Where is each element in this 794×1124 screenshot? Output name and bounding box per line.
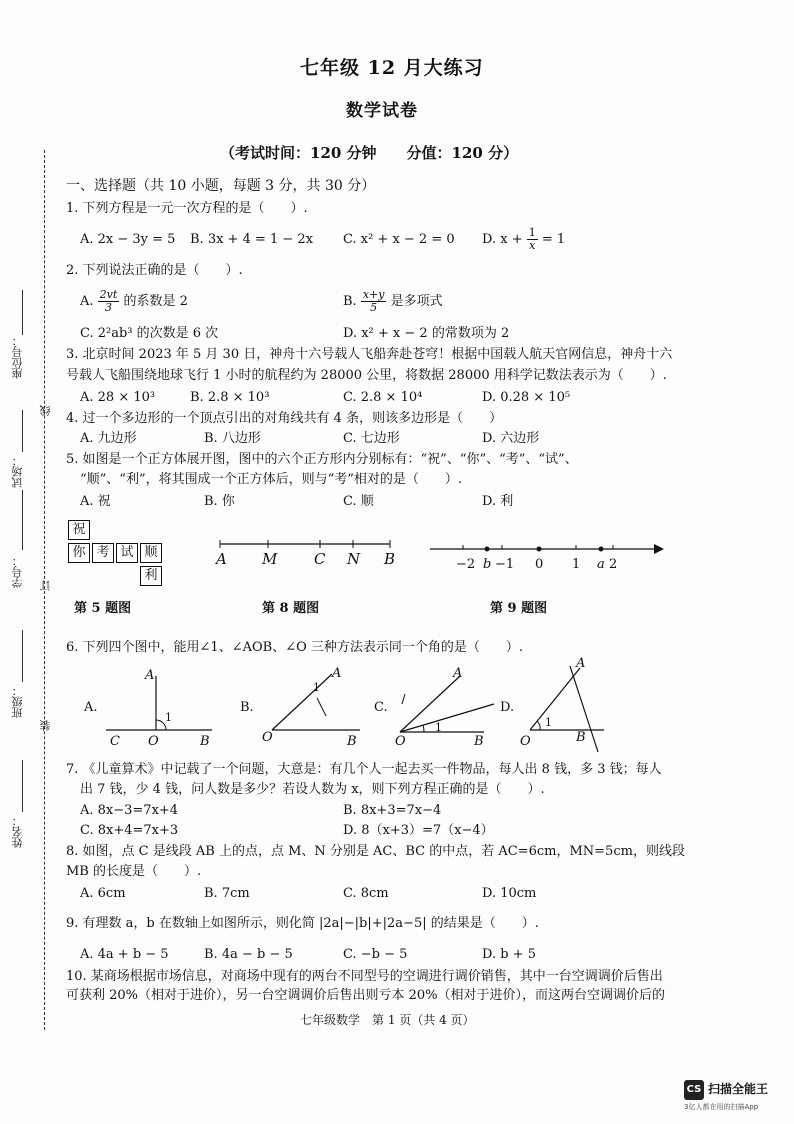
page-subtitle: 数学试卷 (346, 101, 418, 121)
q2-stem: 2. 下列说法正确的是（ ）. (66, 263, 243, 278)
q1-d-fraction (527, 227, 538, 252)
q5-option-b: B. 你 (204, 494, 235, 509)
q2-a-pre: A. (80, 294, 94, 309)
q2-b-pre: B. (343, 294, 357, 309)
q4-option-a: A. 九边形 (80, 431, 137, 446)
q1-option-c: C. x² + x − 2 = 0 (343, 232, 455, 247)
q6a-pt-c: C (110, 734, 120, 749)
q6d-pt-1: 1 (545, 716, 552, 729)
q2-a-den: 3 (104, 301, 112, 314)
q8-option-a: A. 6cm (80, 886, 126, 901)
q1-option-d (482, 225, 565, 255)
q6b-pt-b: B (347, 734, 357, 749)
q2-option-d: D. x² + x − 2 的常数项为 2 (343, 326, 510, 341)
page-footer: 七年级数学 第 1 页（共 4 页） (300, 1013, 475, 1027)
scanner-logo-icon: CS (684, 1080, 704, 1100)
q2-b-den: 5 (370, 301, 378, 314)
q8-option-b: B. 7cm (204, 886, 250, 901)
q6c-pt-a: A (453, 666, 463, 681)
q3-option-d: D. 0.28 × 10⁵ (482, 390, 571, 405)
margin-room: 试场： (11, 455, 24, 488)
q9-option-b: B. 4a − b − 5 (204, 947, 293, 962)
q6a-pt-a: A (145, 668, 155, 683)
q7-option-c: C. 8x+4=7x+3 (80, 823, 179, 838)
cube-net-cell: 利 (140, 566, 162, 586)
q5-option-a: A. 祝 (80, 494, 111, 509)
q5-option-d: D. 利 (482, 494, 514, 509)
q3-line1: 3. 北京时间 2023 年 5 月 30 日，神舟十六号载人飞船奔赴苍穹！根据中国载人航天官网信息，神舟十六 (66, 347, 673, 362)
fig9-tick-2: 2 (609, 557, 618, 572)
q2-a-post: 的系数是 2 (123, 294, 188, 309)
fig9-tick-b: b (483, 557, 492, 572)
fig9-tick-1: 1 (572, 557, 581, 572)
margin-class-line (22, 630, 23, 682)
q1-d-pre: D. x + (482, 232, 523, 247)
q4-option-c: C. 七边形 (343, 431, 400, 446)
q9-option-a: A. 4a + b − 5 (80, 947, 169, 962)
q7-line2: 出 7 钱，少 4 钱，问人数是多少？若设人数为 x，则下列方程正确的是（ ）. (80, 782, 545, 797)
cube-net-cell: 顺 (140, 543, 162, 563)
q6a-pt-o: O (148, 734, 159, 749)
q2-b-num: x+y (362, 288, 385, 301)
q4-option-d: D. 六边形 (482, 431, 540, 446)
fig8-point-c: C (314, 550, 326, 568)
fig8-caption: 第 8 题图 (262, 601, 320, 616)
fig9-caption: 第 9 题图 (490, 601, 548, 616)
q6d-pt-o: O (520, 734, 531, 749)
q4-stem: 4. 过一个多边形的一个顶点引出的对角线共有 4 条，则该多边形是（ ） (66, 411, 503, 426)
q5-option-c: C. 顺 (343, 494, 374, 509)
fig9-tick-0: 0 (535, 557, 544, 572)
margin-name-line (22, 760, 23, 812)
fig8-point-m: M (262, 550, 278, 568)
q6-label-a: A. (84, 700, 98, 715)
q9-option-c: C. −b − 5 (343, 947, 408, 962)
margin-name: 姓名： (11, 815, 24, 848)
q1-option-a: A. 2x − 3y = 5 (80, 232, 176, 247)
q1-d-post: = 1 (541, 232, 566, 247)
q4-option-b: B. 八边形 (204, 431, 261, 446)
scanner-app-name: 扫描全能王 (708, 1082, 769, 1096)
q7-line1: 7. 《儿童算术》中记载了一个问题，大意是：有几个人一起去买一件物品，每人出 8 钱，多 3 钱；每人 (66, 762, 662, 777)
q5-line1: 5. 如图是一个正方体展开图，图中的六个正方形内分别标有：“祝”、“你”、“考”、“试”、 (66, 452, 578, 467)
q6-label-d: D. (500, 700, 515, 715)
scanner-tagline: 3亿人都在用的扫描App (684, 1103, 759, 1111)
q10-line2: 可获利 20%（相对于进价），另一台空调调价后售出则亏本 20%（相对于进价），而这两台空调调价后的 (66, 988, 666, 1003)
q6-figure-a (104, 668, 216, 738)
fig5-caption: 第 5 题图 (74, 601, 132, 616)
q2-option-b (343, 286, 443, 318)
q9-option-d: D. b + 5 (482, 947, 536, 962)
q6d-pt-a: A (576, 656, 586, 671)
margin-seat-line (22, 290, 23, 335)
q7-option-b: B. 8x+3=7x−4 (343, 803, 442, 818)
q6b-pt-1: 1 (313, 681, 320, 694)
q3-option-b: B. 2.8 × 10³ (190, 390, 270, 405)
q3-option-a: A. 28 × 10³ (80, 390, 156, 405)
fig9-tick-a: a (597, 557, 605, 572)
q9-stem: 9. 有理数 a，b 在数轴上如图所示，则化简 |2a|−|b|+|2a−5| 的结果是（ ）. (66, 916, 539, 931)
q6-label-c: C. (374, 700, 388, 715)
q6c-pt-1: 1 (435, 721, 442, 734)
q6a-pt-1: 1 (165, 711, 172, 724)
q8-line2: MB 的长度是（ ）. (66, 864, 202, 879)
fig8-point-b: B (384, 550, 396, 568)
q6-figure-b (260, 668, 370, 738)
q2-option-a (80, 286, 188, 318)
section-heading: 一、选择题（共 10 小题，每题 3 分，共 30 分） (66, 178, 376, 194)
q6a-pt-b: B (200, 734, 210, 749)
fig8-segment (210, 530, 410, 570)
cube-net-cell: 祝 (68, 520, 90, 540)
page-title: 七年级 12 月大练习 (300, 57, 484, 79)
q2-b-fraction (361, 289, 387, 314)
q6c-pt-o: O (395, 734, 406, 749)
q8-option-c: C. 8cm (343, 886, 389, 901)
margin-student-no-line (22, 490, 23, 550)
q6b-pt-o: O (262, 730, 273, 745)
q2-a-num: 2vt (99, 288, 118, 301)
fig9-tick--2: −2 (456, 557, 476, 572)
cube-net-cell: 试 (116, 543, 138, 563)
q3-line2: 号载人飞船围绕地球飞行 1 小时的航程约为 28000 公里，将数据 28000 用科学记数法表示为（ ）. (66, 368, 667, 383)
exam-info: （考试时间：120 分钟 分值：120 分） (220, 144, 519, 162)
q1-d-num: 1 (528, 226, 536, 239)
q7-option-d: D. 8（x+3）=7（x−4） (343, 823, 494, 838)
q2-b-post: 是多项式 (390, 294, 443, 309)
q7-option-a: A. 8x−3=7x+4 (80, 803, 179, 818)
q8-option-d: D. 10cm (482, 886, 537, 901)
q6-stem: 6. 下列四个图中，能用∠1、∠AOB、∠O 三种方法表示同一个角的是（ ）. (66, 640, 524, 655)
q10-line1: 10. 某商场根据市场信息，对商场中现有的两台不同型号的空调进行调价销售，其中一台空调调价后售出 (66, 969, 663, 984)
margin-line: 线 (39, 405, 52, 416)
q3-option-c: C. 2.8 × 10⁴ (343, 390, 423, 405)
q2-option-c: C. 2²ab³ 的次数是 6 次 (80, 326, 219, 341)
q2-a-fraction (98, 289, 120, 314)
q6b-pt-a: A (332, 666, 342, 681)
margin-seat: 座位号： (11, 335, 24, 379)
q1-stem: 1. 下列方程是一元一次方程的是（ ）. (66, 201, 308, 216)
q6-figure-d (518, 660, 612, 754)
q6-figure-c (392, 668, 502, 740)
margin-room-line (22, 410, 23, 452)
q1-option-b: B. 3x + 4 = 1 − 2x (190, 232, 314, 247)
cube-net-cell: 考 (92, 543, 114, 563)
margin-class: 班级： (11, 685, 24, 718)
q8-line1: 8. 如图，点 C 是线段 AB 上的点，点 M、N 分别是 AC、BC 的中点，若 AC=6cm，MN=5cm，则线段 (66, 844, 685, 859)
margin-student-no: 学号： (11, 555, 24, 588)
fig8-point-a: A (216, 550, 227, 568)
cube-net-cell: 你 (68, 543, 90, 563)
q6d-pt-b: B (576, 730, 586, 745)
q6c-pt-b: B (474, 734, 484, 749)
q1-d-den: x (529, 239, 536, 252)
margin-fold: 装 (39, 720, 52, 731)
fig9-tick--1: −1 (495, 557, 515, 572)
q5-line2: “顺”、“利”，将其围成一个正方体后，则与“考”相对的是（ ）. (80, 472, 463, 487)
margin-bind: 订 (39, 580, 52, 591)
q6-label-b: B. (240, 700, 254, 715)
fig8-point-n: N (347, 550, 361, 568)
